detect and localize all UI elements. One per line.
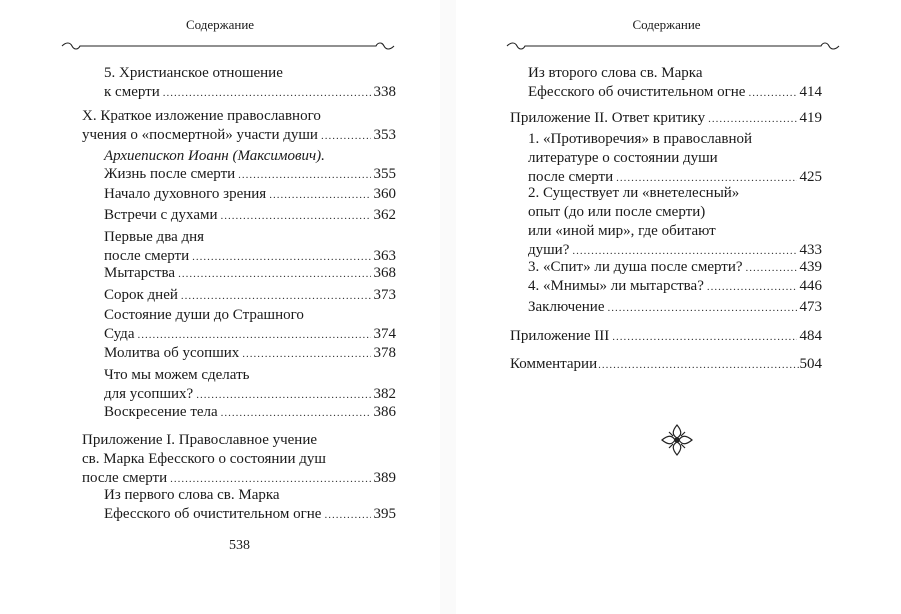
toc-entry-text: Встречи с духами bbox=[104, 207, 218, 223]
page-number: 373 bbox=[373, 287, 396, 303]
leader-dots bbox=[608, 299, 797, 318]
toc-entry[interactable] bbox=[528, 298, 822, 318]
toc-entry-text: X. Краткое изложение православного bbox=[82, 108, 321, 124]
toc-entry[interactable] bbox=[510, 355, 822, 375]
toc-entry[interactable] bbox=[104, 306, 396, 345]
toc-entry-text: к смерти bbox=[104, 84, 160, 100]
leader-dots bbox=[181, 287, 371, 306]
toc-entry-text: Мытарства bbox=[104, 265, 176, 281]
leader-dots bbox=[324, 506, 370, 525]
leader-dots bbox=[269, 186, 370, 205]
toc-entry-text: Приложение II. Ответ критику bbox=[510, 110, 706, 126]
leader-dots bbox=[612, 328, 796, 347]
toc-entry-text: души? bbox=[528, 242, 570, 258]
toc-entry-text: Молитва об усопших bbox=[104, 345, 240, 361]
page-number: 362 bbox=[373, 207, 396, 223]
toc-entry[interactable] bbox=[104, 344, 396, 364]
header-rule bbox=[60, 41, 396, 51]
page-number: 368 bbox=[373, 265, 396, 281]
toc-entry-text: Первые два дня bbox=[104, 229, 205, 245]
toc-entry[interactable] bbox=[104, 64, 396, 103]
toc-entry-text: после смерти bbox=[104, 248, 190, 264]
page-number: 374 bbox=[373, 326, 396, 342]
toc-entry[interactable] bbox=[104, 206, 396, 226]
book-gutter bbox=[440, 0, 456, 614]
author-name: Архиепископ Иоанн (Максимович). bbox=[104, 148, 325, 164]
toc-entry[interactable] bbox=[528, 130, 822, 188]
page-number: 439 bbox=[799, 259, 822, 275]
page-number: 363 bbox=[373, 248, 396, 264]
toc-entry-text: 2. Существует ли «внетелесный» bbox=[528, 185, 740, 201]
leader-dots bbox=[321, 127, 371, 146]
folio-page-number: 538 bbox=[229, 538, 250, 553]
page-number: 389 bbox=[373, 470, 396, 486]
leader-dots bbox=[707, 278, 797, 297]
toc-entry-text: 1. «Противоречия» в православной bbox=[528, 131, 753, 147]
toc-entry-text: Начало духовного зрения bbox=[104, 186, 267, 202]
page-number: 473 bbox=[799, 299, 822, 315]
page-number: 425 bbox=[799, 169, 822, 185]
toc-entry-text: Суда bbox=[104, 326, 135, 342]
toc-entry-text: св. Марка Ефесского о состоянии душ bbox=[82, 451, 326, 467]
toc-entry-text: 5. Христианское отношение bbox=[104, 65, 283, 81]
running-header: Содержание bbox=[185, 17, 255, 32]
toc-entry-text: Из первого слова св. Марка bbox=[104, 487, 280, 503]
leader-dots bbox=[748, 84, 796, 103]
toc-entry[interactable] bbox=[104, 165, 396, 185]
page-number: 504 bbox=[799, 356, 822, 372]
toc-entry-text: или «иной мир», где обитают bbox=[528, 223, 716, 239]
toc-entry-text: литературе о состоянии души bbox=[528, 150, 718, 166]
page-number: 382 bbox=[373, 386, 396, 402]
page-number: 353 bbox=[373, 127, 396, 143]
page-number: 338 bbox=[373, 84, 396, 100]
leader-dots bbox=[242, 345, 370, 364]
toc-entry-text: Воскресение тела bbox=[104, 404, 218, 420]
toc-entry-text: Жизнь после смерти bbox=[104, 166, 236, 182]
page-number: 484 bbox=[799, 328, 822, 344]
toc-entry-text: учения о «посмертной» участи души bbox=[82, 127, 318, 143]
toc-entry[interactable] bbox=[104, 403, 396, 423]
toc-entry[interactable] bbox=[528, 258, 822, 278]
toc-entry[interactable] bbox=[104, 286, 396, 306]
page-number: 360 bbox=[373, 186, 396, 202]
leader-dots bbox=[178, 265, 370, 284]
page-number: 446 bbox=[799, 278, 822, 294]
leader-dots bbox=[598, 356, 798, 375]
leader-dots bbox=[238, 166, 370, 185]
page-number: 386 bbox=[373, 404, 396, 420]
running-header: Содержание bbox=[632, 17, 701, 32]
toc-entry-text: Ефесского об очистительном огне bbox=[528, 84, 746, 100]
leader-dots bbox=[708, 110, 796, 129]
toc-entry-text: 4. «Мнимы» ли мытарства? bbox=[528, 278, 704, 294]
leader-dots bbox=[221, 404, 371, 423]
toc-author-line bbox=[104, 147, 396, 166]
toc-entry[interactable] bbox=[528, 277, 822, 297]
toc-entry[interactable] bbox=[104, 264, 396, 284]
toc-entry-text: Состояние души до Страшного bbox=[104, 307, 304, 323]
toc-entry-text: Комментарии bbox=[510, 356, 598, 372]
page-number: 419 bbox=[799, 110, 822, 126]
left-page bbox=[0, 0, 440, 614]
toc-entry-text: опыт (до или после смерти) bbox=[528, 204, 706, 220]
floral-ornament-icon bbox=[660, 423, 694, 457]
toc-entry[interactable] bbox=[510, 327, 822, 347]
leader-dots bbox=[746, 259, 797, 278]
toc-entry-text: 3. «Спит» ли душа после смерти? bbox=[528, 259, 743, 275]
toc-entry[interactable] bbox=[104, 366, 396, 405]
toc-entry-text: Приложение I. Православное учение bbox=[82, 432, 318, 448]
leader-dots bbox=[137, 326, 370, 345]
toc-entry[interactable] bbox=[82, 107, 396, 146]
page-number: 378 bbox=[373, 345, 396, 361]
toc-entry[interactable] bbox=[104, 185, 396, 205]
toc-entry[interactable] bbox=[104, 228, 396, 267]
toc-entry-text: Из второго слова св. Марка bbox=[528, 65, 703, 81]
toc-entry[interactable] bbox=[82, 431, 396, 489]
page-number: 433 bbox=[799, 242, 822, 258]
toc-entry[interactable] bbox=[528, 64, 822, 103]
toc-entry-text: Ефесского об очистительном огне bbox=[104, 506, 322, 522]
leader-dots bbox=[163, 84, 371, 103]
toc-entry-text: Заключение bbox=[528, 299, 605, 315]
toc-entry[interactable] bbox=[510, 109, 822, 129]
toc-entry-text: для усопших? bbox=[104, 386, 194, 402]
toc-entry-text: Сорок дней bbox=[104, 287, 178, 303]
toc-entry-text: Что мы можем сделать bbox=[104, 367, 250, 383]
toc-entry-text: после смерти bbox=[82, 470, 168, 486]
toc-entry-text: после смерти bbox=[528, 169, 614, 185]
page-number: 395 bbox=[373, 506, 396, 522]
page-number: 414 bbox=[799, 84, 822, 100]
toc-entry-text: Приложение III bbox=[510, 328, 610, 344]
toc-entry[interactable] bbox=[104, 486, 396, 525]
toc-entry[interactable] bbox=[528, 184, 822, 261]
page-number: 355 bbox=[373, 166, 396, 182]
header-rule bbox=[505, 41, 841, 51]
leader-dots bbox=[221, 207, 371, 226]
